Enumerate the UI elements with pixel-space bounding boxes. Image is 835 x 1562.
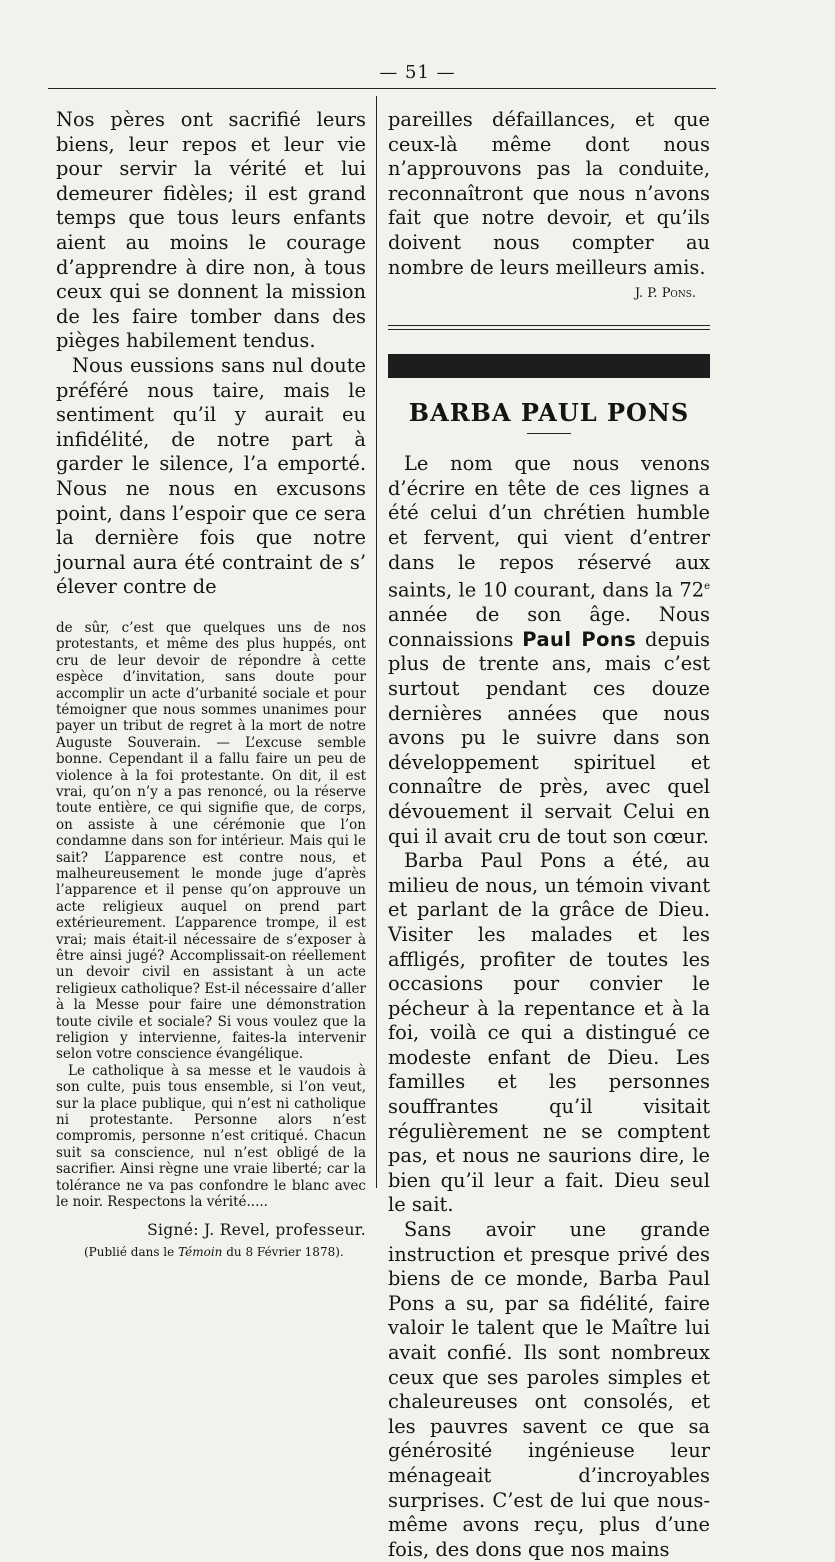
section-separator <box>388 325 710 330</box>
small-paragraph-1: de sûr, c’est que quelques uns de nos protestants, et même des plus huppés, ont cru de leur devoir de répondre à cette espèce d’invitation, sans doute pour accomplir un acte d’urbanité sociale et pour témoigner que nous sommes unanimes pour payer un tribut de regret à la mort de notre Auguste Souverain. — L’excuse semble bonne. Cependant il a fallu faire un peu de violence à la foi protestante. On dit, il est vrai, qu’on n’y a pas renoncé, ou la réserve toute entière, ce qui signifie que, de corps, on assiste à une cérémonie que l’on condamne dans son for intérieur. Mais qui le sait? L’apparence est contre nous, et malheureusement le monde juge d’après l’apparence et il pense qu’on approuve un acte religieux auquel on prend part extérieurement. L’apparence trompe, il est vrai; mais était-il nécessaire de s’exposer à être ainsi jugé? Accomplissait-on réellement un devoir civil en assistant à un acte religieux catholique? Est-il nécessaire d’aller à la Messe pour faire une démonstration toute civile et sociale? Si vous voulez que la religion y intervienne, faites-la intervenir selon votre conscience évangélique. <box>56 619 366 1063</box>
article-p1-end: depuis plus de trente ans, mais c’est surtout pendant ces douze dernières années que nous avons pu le suivre dans son développement spirituel et connaître de près, avec quel dévouement il servait Celui en qui il avait cru de tout son cœur. <box>388 627 710 848</box>
source-journal: Témoin <box>178 1244 223 1259</box>
page-number: — 51 — <box>379 62 456 83</box>
column-divider <box>376 96 377 1188</box>
closing-signature-name: Pons. <box>661 286 696 302</box>
signature: Signé: J. Revel, professeur. <box>147 1220 366 1239</box>
header-rule <box>48 88 716 89</box>
dark-band <box>388 354 710 378</box>
title-rule <box>527 433 571 434</box>
article-paragraph-1 <box>388 452 710 849</box>
article-title: BARBA PAUL PONS <box>408 398 690 428</box>
article-p1-mid: année de son âge. Nous connaissions <box>388 603 710 651</box>
closing-paragraph: pareilles défaillances, et que ceux-là même dont nous n’approuvons pas la conduite, reconnaîtront que nous n’avons fait que notre devoir, et qu’ils doivent nous compter au nombre de leurs meilleurs amis. <box>388 108 710 279</box>
left-paragraph-1: Nos pères ont sacrifié leurs biens, leur repos et leur vie pour servir la vérité et lui demeurer fidèles; il est grand temps que tous leurs enfants aient au moins le courage d’apprendre à dire non, à tous ceux qui se donnent la mission de les faire tomber dans des pièges habilement tendus. <box>56 108 366 353</box>
person-name: Paul Pons <box>522 627 637 651</box>
article-paragraph-2: Barba Paul Pons a été, au milieu de nous, un témoin vivant et parlant de la grâce de Dieu. Visiter les malades et les affligés, profiter de toutes les occasions pour convier le pécheur à la repentance et à la foi, voilà ce qui a distingué ce modeste enfant de Dieu. Les familles et les personnes souffrantes qu’il visitait régulièrement ne se comptent pas, et nous ne saurions dire, le bien qu’il leur a fait. Dieu seul le sait. <box>388 849 710 1217</box>
left-column <box>56 108 366 1259</box>
article-paragraph-3: Sans avoir une grande instruction et presque privé des biens de ce monde, Barba Paul Pons a su, par sa fidélité, faire valoir le talent que le Maître lui avait confié. Ils sont nombreux ceux que ses paroles simples et chaleureuses ont consolés, et les pauvres savent ce que sa générosité ingénieuse leur ménageait d’incroyables surprises. C’est de lui que nous-même avons reçu, plus d’une fois, des dons que nos mains <box>388 1218 710 1561</box>
source-prefix: (Publié dans le <box>84 1244 179 1259</box>
right-column <box>388 108 710 1562</box>
ordinal-suffix: e <box>704 581 710 593</box>
left-paragraph-2: Nous eussions sans nul doute préféré nous taire, mais le sentiment qu’il y aurait eu infidélité, de notre part à garder le silence, l’a emporté. Nous ne nous en excusons point, dans l’espoir que ce sera la dernière fois que notre journal aura été contraint de s’ élever contre de <box>56 353 366 599</box>
closing-signature-initials: J. P. <box>634 286 662 302</box>
source-suffix: du 8 Février 1878). <box>222 1244 344 1259</box>
article-p1-start: Le nom que nous venons d’écrire en tête de ces lignes a été celui d’un chrétien humble et fervent, qui vient d’entrer dans le repos réservé aux saints, le 10 courant, dans la 72 <box>388 452 710 602</box>
small-paragraph-2: Le catholique à sa messe et le vaudois à son culte, puis tous ensemble, si l’on veut, sur la place publique, qui n’est ni catholique ni protestante. Personne alors n’est compromis, personne n’est critiqué. Chacun suit sa conscience, nul n’est obligé de la sacrifier. Ainsi règne une vraie liberté; car la tolérance ne va pas confondre le blanc avec le noir. Respectons la vérité..... <box>56 1062 366 1211</box>
source-note <box>56 1245 366 1259</box>
closing-signature <box>388 286 696 301</box>
